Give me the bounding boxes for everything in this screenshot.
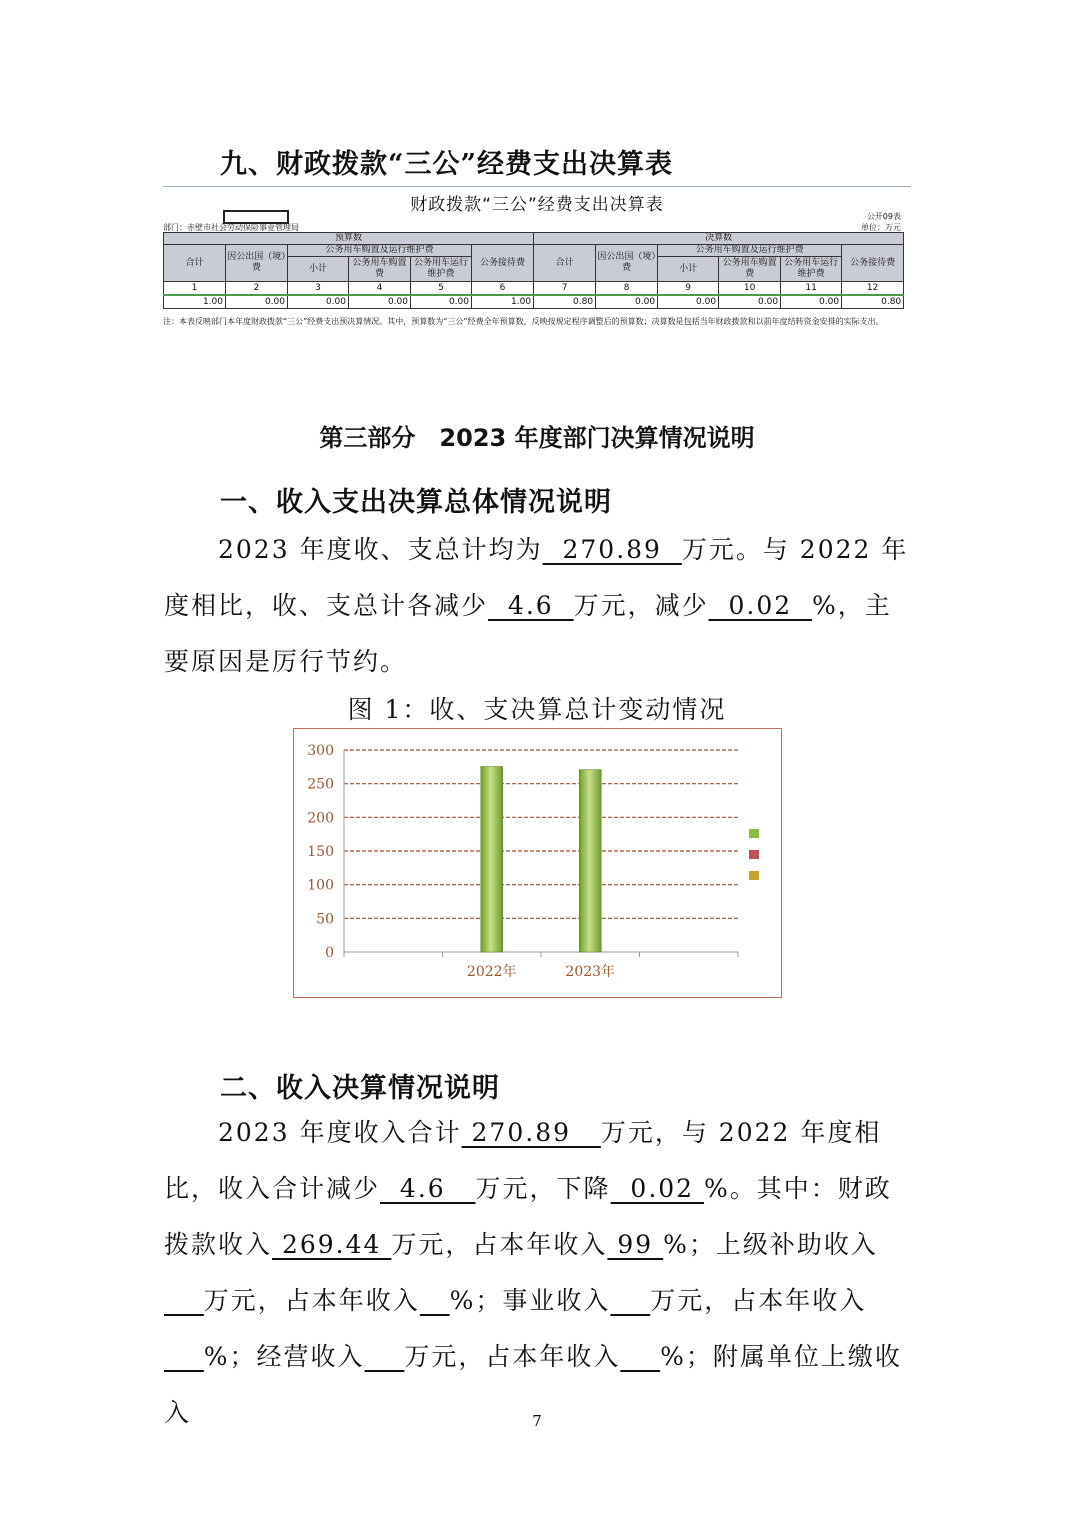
y-tick-label: 150 — [307, 844, 334, 860]
paragraph-text: 万元，下降 — [475, 1174, 611, 1203]
paragraph-text: %，主要原因是厉行节约。 — [164, 591, 892, 676]
column-number: 10 — [719, 282, 781, 296]
legend-swatch — [749, 850, 759, 859]
column-number: 11 — [781, 282, 842, 296]
y-tick-label: 300 — [307, 743, 334, 759]
col-overseas: 因公出国（境）费 — [596, 245, 658, 282]
section-2-paragraph — [164, 1105, 911, 1441]
col-vehicle-operation: 公务用车运行维护费 — [411, 257, 472, 282]
x-tick-label: 2022年 — [466, 964, 517, 980]
col-vehicle-purchase: 公务用车购置费 — [349, 257, 411, 282]
col-total: 合计 — [164, 245, 226, 282]
three-public-expenses-table — [163, 232, 904, 309]
y-tick-label: 250 — [307, 776, 334, 793]
department-label: 部门：赤壁市社会劳动保险事业管理局 — [163, 223, 299, 232]
form-number: 公开09表 — [866, 212, 901, 221]
column-number: 7 — [534, 282, 596, 296]
chart-canvas — [294, 729, 781, 997]
col-vehicle-operation: 公务用车运行维护费 — [781, 257, 842, 282]
part-title: 2023 年度部门决算情况说明 — [439, 424, 755, 452]
col-total: 合计 — [534, 245, 596, 282]
column-number: 5 — [411, 282, 472, 296]
table-cell: 0.00 — [226, 295, 288, 309]
paragraph-text: 万元，占本年收入 — [203, 1286, 420, 1315]
paragraph-text: %；事业收入 — [449, 1286, 611, 1315]
table-cell: 0.00 — [411, 295, 472, 309]
table-top-rule — [163, 186, 911, 187]
paragraph-text: 万元，占本年收入 — [650, 1286, 867, 1315]
paragraph-text: 万元，减少 — [573, 591, 709, 620]
blank-field — [420, 1286, 450, 1315]
column-number-row — [164, 282, 904, 296]
vehicle-group-header: 公务用车购置及运行维护费 — [288, 245, 472, 257]
column-number: 6 — [472, 282, 534, 296]
table-cell: 1.00 — [164, 295, 226, 309]
decrease-amount: 4.6 — [488, 591, 574, 620]
paragraph-text: %；附属单位上缴收入 — [164, 1342, 902, 1427]
three-public-expenses-table-block — [163, 186, 911, 344]
paragraph-text: 万元。与 2022 年度相比，收、支总计各减少 — [164, 535, 909, 620]
legend-swatch — [749, 829, 759, 838]
budget-group-header: 预算数 — [164, 233, 534, 245]
y-tick-label: 200 — [307, 810, 334, 827]
part-3-title — [0, 418, 1074, 453]
section-1-paragraph — [164, 522, 911, 690]
table-cell: 0.00 — [781, 295, 842, 309]
part-label: 第三部分 — [319, 424, 416, 452]
col-subtotal: 小计 — [288, 257, 349, 282]
table-cell: 0.00 — [719, 295, 781, 309]
decrease-percent: 0.02 — [708, 591, 813, 620]
table-cell: 0.80 — [842, 295, 904, 309]
paragraph-text: %；经营收入 — [203, 1342, 365, 1371]
table-cell: 0.00 — [288, 295, 349, 309]
blank-field — [365, 1342, 405, 1371]
paragraph-text: %；上级补助收入 — [663, 1230, 878, 1259]
bar — [579, 770, 601, 952]
section-9-heading: 九、财政拨款“三公”经费支出决算表 — [220, 149, 674, 180]
table-title: 财政拨款“三公”经费支出决算表 — [410, 195, 664, 215]
paragraph-text: 万元，占本年收入 — [391, 1230, 608, 1259]
x-tick-label: 2023年 — [565, 964, 616, 980]
blank-field — [164, 1342, 204, 1371]
col-vehicle-purchase: 公务用车购置费 — [719, 257, 781, 282]
col-reception: 公务接待费 — [842, 245, 904, 282]
table-row — [164, 295, 904, 309]
paragraph-text: 2023 年度收、支总计均为 — [218, 535, 543, 564]
y-tick-label: 100 — [307, 877, 334, 894]
column-number: 9 — [658, 282, 719, 296]
column-number: 12 — [842, 282, 904, 296]
y-tick-label: 0 — [325, 945, 334, 961]
income-decrease-percent: 0.02 — [610, 1174, 705, 1203]
actual-group-header: 决算数 — [534, 233, 904, 245]
fiscal-income-value: 269.44 — [272, 1230, 392, 1259]
paragraph-text: 万元，占本年收入 — [404, 1342, 621, 1371]
column-number: 2 — [226, 282, 288, 296]
income-decrease-amount: 4.6 — [380, 1174, 476, 1203]
table-cell: 0.80 — [534, 295, 596, 309]
table-cell: 0.00 — [349, 295, 411, 309]
table-cell: 0.00 — [658, 295, 719, 309]
section-1-heading: 一、收入支出决算总体情况说明 — [220, 487, 612, 518]
col-overseas: 因公出国（境）费 — [226, 245, 288, 282]
legend-swatch — [749, 871, 759, 880]
income-expense-chart — [293, 728, 782, 998]
col-subtotal: 小计 — [658, 257, 719, 282]
section-2-heading: 二、收入决算情况说明 — [220, 1073, 500, 1104]
paragraph-text: 万元，与 2022 年度相比，收入合计减少 — [164, 1118, 882, 1203]
table-cell: 1.00 — [472, 295, 534, 309]
blank-field — [164, 1286, 204, 1315]
blank-field — [620, 1342, 660, 1371]
income-total-value: 270.89 — [461, 1118, 601, 1147]
paragraph-text: 2023 年度收入合计 — [218, 1118, 462, 1147]
bar — [481, 767, 503, 952]
column-number: 4 — [349, 282, 411, 296]
column-number: 1 — [164, 282, 226, 296]
page-number: 7 — [532, 1412, 542, 1430]
figure-title: 图 1：收、支决算总计变动情况 — [347, 695, 727, 724]
column-number: 8 — [596, 282, 658, 296]
table-cell: 0.00 — [596, 295, 658, 309]
total-value: 270.89 — [542, 535, 682, 564]
paragraph-text: %。其中：财政拨款收入 — [164, 1174, 892, 1259]
unit-label: 单位：万元 — [861, 223, 901, 232]
blank-field — [610, 1286, 650, 1315]
fiscal-income-percent: 99 — [607, 1230, 664, 1259]
column-number: 3 — [288, 282, 349, 296]
col-reception: 公务接待费 — [472, 245, 534, 282]
y-tick-label: 50 — [316, 911, 334, 928]
vehicle-group-header: 公务用车购置及运行维护费 — [658, 245, 842, 257]
table-note: 注：本表反映部门本年度财政拨款“三公”经费支出预决算情况。其中，预算数为“三公”经费全年预算数，反映按规定程序调整后的预算数；决算数是包括当年财政拨款和以前年度结转资金安排的实际支出。 — [163, 317, 884, 326]
